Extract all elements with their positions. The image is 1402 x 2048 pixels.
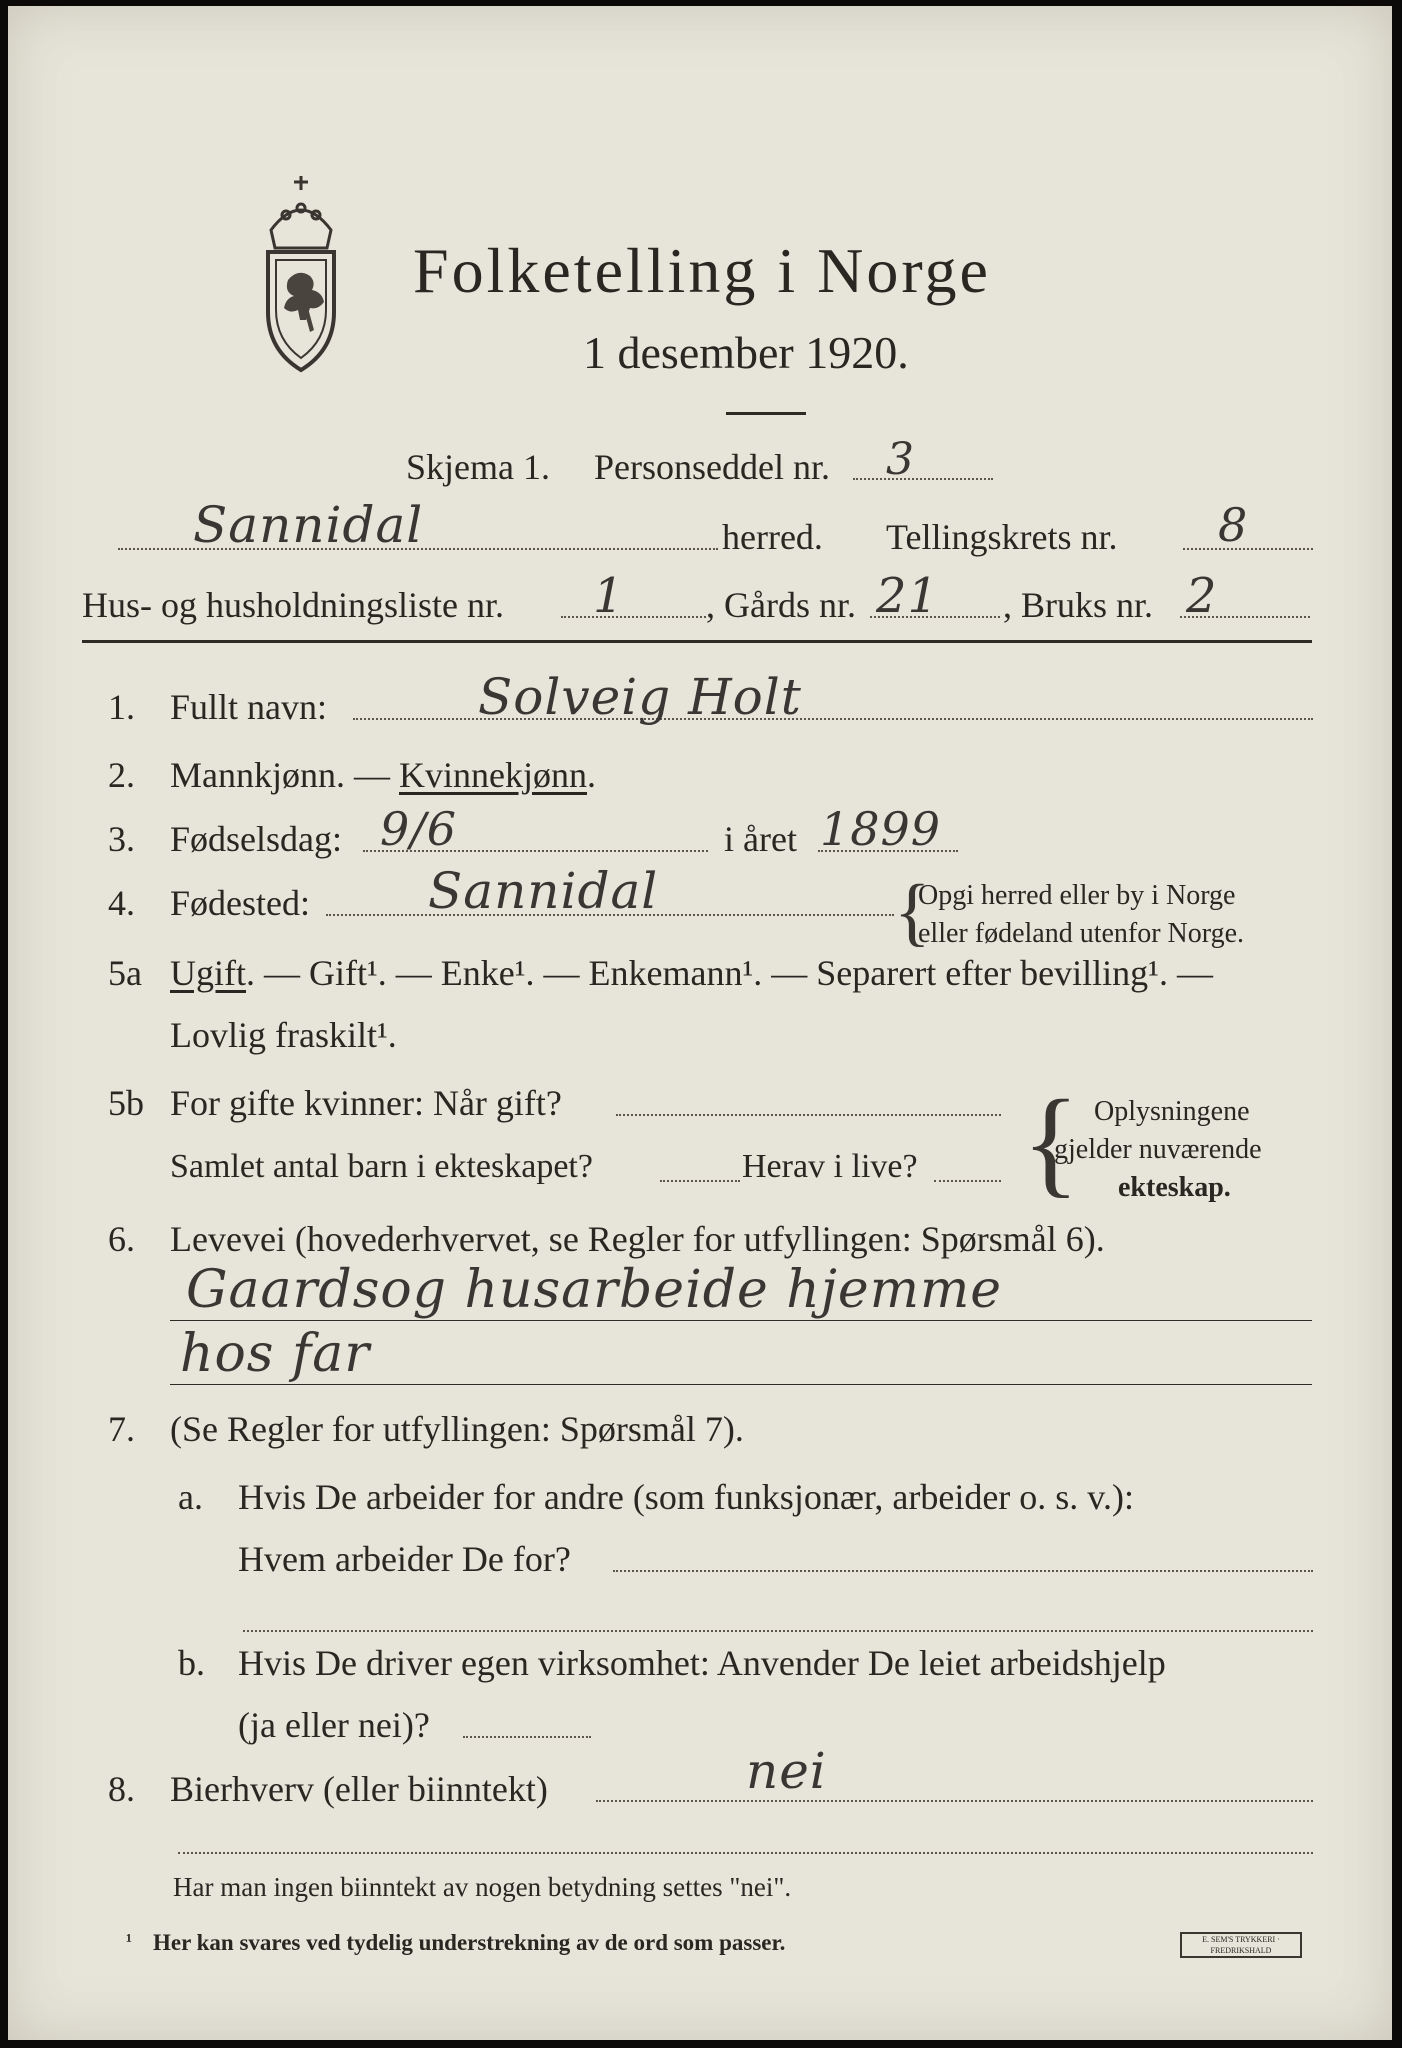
q4-brace: { [894, 870, 931, 954]
q7a-text: Hvis De arbeider for andre (som funksjonær, arbeider o. s. v.): [238, 1477, 1134, 1517]
personseddel-value: 3 [886, 434, 915, 485]
title-divider [726, 412, 806, 415]
tellingskrets-value: 8 [1218, 498, 1249, 552]
q8-line2 [178, 1852, 1313, 1854]
norwegian-coat-of-arms-icon [246, 170, 356, 375]
q3-year-value: 1899 [820, 802, 942, 856]
q5b-label3: Herav i live? [742, 1148, 918, 1185]
q7a-line2 [243, 1630, 1313, 1632]
q5a-rest: . — Gift¹. — Enke¹. — Enkemann¹. — Separert efter bevilling¹. — [246, 953, 1213, 993]
q7b-question: (ja eller nei)? [238, 1705, 430, 1745]
q7-label: (Se Regler for utfyllingen: Spørsmål 7). [170, 1409, 744, 1449]
q8-label: Bierhverv (eller biinntekt) [170, 1769, 548, 1809]
q7b-line [463, 1736, 591, 1738]
personseddel-label: Personseddel nr. [594, 447, 830, 487]
q3-label: Fødselsdag: [170, 819, 343, 859]
q8-line1 [596, 1800, 1313, 1802]
bruks-label: , Bruks nr. [1003, 585, 1154, 625]
q2-end: . [586, 755, 596, 795]
q3-year-label: i året [724, 819, 797, 859]
gards-value: 21 [876, 568, 940, 624]
q4-note-line2: eller fødeland utenfor Norge. [918, 918, 1245, 949]
q1-label: Fullt navn: [170, 687, 328, 727]
gards-label: , Gårds nr. [706, 585, 856, 625]
printer-stamp: E. SEM'S TRYKKERI · FREDRIKSHALD [1180, 1932, 1302, 1958]
bruks-value: 2 [1186, 568, 1218, 624]
q2-number: 2. [108, 755, 135, 795]
q7a-question: Hvem arbeider De for? [238, 1539, 571, 1579]
q2-female: Kvinnekjønn [399, 755, 587, 795]
q2-options [170, 754, 596, 796]
q6-label: Levevei (hovederhvervet, se Regler for utfyllingen: Spørsmål 6). [170, 1219, 1105, 1259]
q5b-line3 [934, 1180, 1001, 1182]
q5b-note-line3: ekteskap. [1118, 1172, 1231, 1203]
q2-male: Mannkjønn [170, 755, 336, 795]
husliste-line [561, 616, 706, 618]
q4-value: Sannidal [428, 862, 659, 920]
q5b-note-line1: Oplysningene [1094, 1096, 1250, 1127]
q6-line2 [170, 1384, 1312, 1385]
footnote-text: Her kan svares ved tydelig understrekning av de ord som passer. [153, 1930, 786, 1955]
q7a-line1 [613, 1570, 1313, 1572]
q7b-text: Hvis De driver egen virksomhet: Anvender De leiet arbeidshjelp [238, 1643, 1166, 1683]
personseddel-line [853, 478, 993, 480]
q2-separator: . — [336, 755, 399, 795]
q5b-note-line2: gjelder nuværende [1054, 1134, 1262, 1165]
q5a-options [170, 952, 1213, 994]
q5b-number: 5b [108, 1083, 144, 1123]
q4-number: 4. [108, 883, 135, 923]
tellingskrets-label: Tellingskrets nr. [886, 517, 1118, 557]
footer-note: Har man ingen biinntekt av nogen betydning settes "nei". [173, 1872, 792, 1902]
q1-number: 1. [108, 687, 135, 727]
husliste-value: 1 [593, 568, 625, 624]
q3-value: 9/6 [380, 802, 458, 856]
q5b-line2 [660, 1180, 740, 1182]
q8-value: nei [746, 1742, 827, 1800]
q6-number: 6. [108, 1219, 135, 1259]
q5a-ugift: Ugift [170, 953, 246, 993]
q8-number: 8. [108, 1769, 135, 1809]
form-title: Folketelling i Norge [413, 235, 991, 306]
q4-label: Fødested: [170, 883, 310, 923]
q7b-letter: b. [178, 1643, 205, 1683]
skjema-label: Skjema 1. [406, 447, 550, 487]
q5b-label1: For gifte kvinner: Når gift? [170, 1083, 562, 1123]
q1-value: Solveig Holt [478, 668, 802, 726]
herred-value: Sannidal [193, 496, 424, 554]
header-separator [82, 640, 1312, 643]
q6-value-line2: hos far [180, 1324, 371, 1384]
q5b-line1 [616, 1114, 1001, 1116]
q5a-line2: Lovlig fraskilt¹. [170, 1015, 397, 1055]
q6-line1 [170, 1320, 1312, 1321]
q5b-label2: Samlet antal barn i ekteskapet? [170, 1148, 593, 1185]
census-form-page [8, 6, 1392, 2040]
footnote-mark: ¹ [126, 1930, 132, 1952]
q4-note-line1: Opgi herred eller by i Norge [918, 880, 1236, 911]
herred-label: herred. [722, 517, 823, 557]
q7a-letter: a. [178, 1477, 203, 1517]
q6-value-line1: Gaardsog husarbeide hjemme [186, 1260, 1003, 1320]
q7-number: 7. [108, 1409, 135, 1449]
husliste-label: Hus- og husholdningsliste nr. [82, 585, 505, 625]
form-date: 1 desember 1920. [583, 327, 909, 378]
q5a-number: 5a [108, 953, 142, 993]
q5b-brace: { [1022, 1075, 1080, 1208]
q3-number: 3. [108, 819, 135, 859]
